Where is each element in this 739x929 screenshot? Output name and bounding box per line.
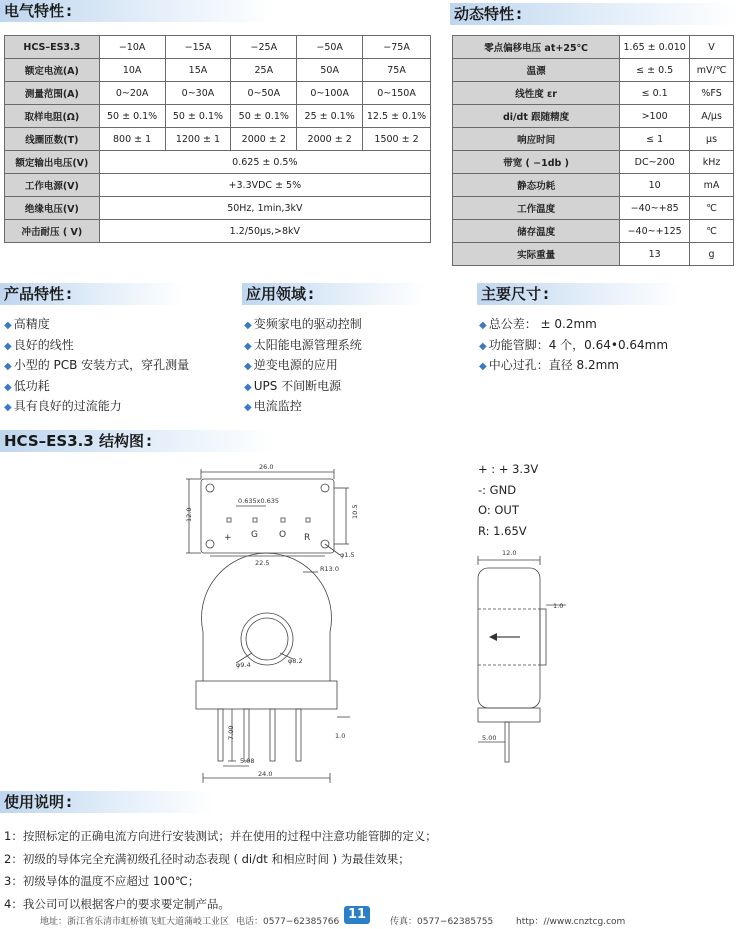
row-label: 绝缘电压(V): [5, 197, 100, 220]
list-item: 3：初级导体的温度不应超过 100℃；: [4, 874, 200, 888]
dim-base-w: 24.0: [258, 770, 273, 778]
table-cell: ≤ ± 0.5: [620, 59, 690, 82]
unit-cell: kHz: [690, 151, 734, 174]
table-row: [5, 105, 431, 128]
pin-label-g: G: [251, 530, 258, 540]
table-cell: 800 ± 1: [99, 128, 165, 151]
list-item: ◆ UPS 不间断电源: [244, 378, 342, 393]
diamond-bullet-icon: ◆: [4, 340, 12, 352]
table-row: [5, 59, 431, 82]
mount-hole: [321, 484, 329, 492]
table-cell: 10A: [99, 59, 165, 82]
diamond-bullet-icon: ◆: [244, 340, 252, 352]
list-item: ◆ 小型的 PCB 安装方式，穿孔测量: [4, 358, 190, 372]
table-cell: 0~50A: [231, 82, 297, 105]
page-number: 11: [344, 906, 370, 924]
mount-hole: [206, 540, 214, 548]
pin: [270, 709, 275, 761]
pin: [218, 709, 223, 761]
table-cell: 1.65 ± 0.010: [620, 36, 690, 59]
model-cell: −50A: [297, 36, 363, 59]
pin-legend: + : + 3.3V: [478, 462, 539, 476]
list-item: ◆ 功能管脚：4 个，0.64•0.64mm: [479, 337, 669, 352]
center-hole-outer: [241, 613, 293, 665]
table-row: [453, 36, 734, 59]
unit-cell: g: [690, 243, 734, 266]
table-row: [453, 105, 734, 128]
side-view-tab: [540, 609, 546, 665]
pad-square: [281, 518, 285, 522]
usage-notes: [4, 825, 437, 915]
diamond-bullet-icon: ◆: [479, 340, 487, 352]
model-cell: −10A: [99, 36, 165, 59]
pin: [244, 709, 249, 761]
table-row: [453, 243, 734, 266]
dim-side-t: 1.0: [553, 602, 564, 610]
section-dynamic: 动态特性 :: [450, 3, 739, 25]
diamond-bullet-icon: ◆: [244, 320, 252, 331]
dim-pin-sp: 5.08: [240, 757, 255, 765]
model-cell: −25A: [231, 36, 297, 59]
row-label: 零点偏移电压 at+25℃: [453, 36, 620, 59]
product-feature-list: [4, 315, 189, 418]
table-row: [5, 36, 431, 59]
table-cell: 0~100A: [297, 82, 363, 105]
unit-cell: V: [690, 36, 734, 59]
table-row: [5, 128, 431, 151]
list-item: ◆ 变频家电的驱动控制: [244, 317, 362, 331]
list-item: ◆ 低功耗: [4, 378, 50, 393]
diamond-bullet-icon: ◆: [479, 320, 487, 331]
section-structure: HCS–ES3.3 结构图 :: [0, 430, 274, 452]
diamond-bullet-icon: ◆: [244, 381, 252, 393]
footer-web: http：//www.cnztcg.com: [516, 917, 626, 927]
pin-legend: R: 1.65V: [478, 524, 527, 538]
dim-side-pin: 5.00: [482, 734, 497, 742]
dim-phi-small: φ9.4: [236, 661, 251, 669]
dim-phi-inner: φ8.2: [288, 657, 303, 665]
table-cell: 0~150A: [363, 82, 431, 105]
row-label: 工作电源(V): [5, 174, 100, 197]
row-label: 带宽 ( −1db ): [453, 151, 620, 174]
table-cell: 0.625 ± 0.5%: [99, 151, 430, 174]
table-cell: 0~20A: [99, 82, 165, 105]
side-base: [478, 708, 540, 722]
table-row: [5, 220, 431, 243]
unit-cell: mV/℃: [690, 59, 734, 82]
table-cell: 1500 ± 2: [363, 128, 431, 151]
mount-hole: [206, 484, 214, 492]
list-item: ◆ 总公差： ± 0.2mm: [479, 317, 597, 331]
dynamic-table: [452, 35, 734, 266]
table-cell: DC~200: [620, 151, 690, 174]
list-item: ◆ 太阳能电源管理系统: [244, 337, 362, 352]
section-application: 应用领域 :: [242, 283, 426, 305]
table-cell: 15A: [165, 59, 231, 82]
row-label: 线性度 εr: [453, 82, 620, 105]
diamond-bullet-icon: ◆: [244, 402, 252, 413]
table-cell: 25A: [231, 59, 297, 82]
pin-label-o: O: [279, 530, 287, 540]
row-label: 储存温度: [453, 220, 620, 243]
dimension-list: [479, 315, 668, 377]
diamond-bullet-icon: ◆: [244, 361, 252, 372]
diamond-bullet-icon: ◆: [4, 402, 12, 413]
table-cell: −40~+125: [620, 220, 690, 243]
table-cell: >100: [620, 105, 690, 128]
table-cell: 50Hz, 1min,3kV: [99, 197, 430, 220]
pin-label-r: R: [304, 533, 311, 543]
dim-radius: R13.0: [320, 565, 339, 573]
list-item: ◆ 具有良好的过流能力: [4, 399, 122, 413]
table-cell: 50 ± 0.1%: [165, 105, 231, 128]
table-cell: 2000 ± 2: [297, 128, 363, 151]
table-cell: ≤ 0.1: [620, 82, 690, 105]
table-cell: 25 ± 0.1%: [297, 105, 363, 128]
side-pin: [505, 722, 509, 762]
row-label: 额定电流(A): [5, 59, 100, 82]
top-view-body: [201, 479, 334, 553]
table-cell: +3.3VDC ± 5%: [99, 174, 430, 197]
list-item: ◆ 电流监控: [244, 399, 302, 413]
diamond-bullet-icon: ◆: [4, 381, 12, 393]
table-cell: 50A: [297, 59, 363, 82]
row-label: 测量范围(A): [5, 82, 100, 105]
unit-cell: A/μs: [690, 105, 734, 128]
pin-label-plus: +: [224, 533, 232, 543]
table-cell: 1.2/50μs,>8kV: [99, 220, 430, 243]
electrical-table: [4, 35, 431, 243]
dim-right-t: 1.0: [335, 732, 346, 740]
footer-address: 地址：浙江省乐清市虹桥镇飞虹大道蒲岐工业区: [40, 917, 230, 927]
list-item: ◆ 中心过孔：直径 8.2mm: [479, 358, 619, 372]
row-label: 实际重量: [453, 243, 620, 266]
section-usage: 使用说明 :: [0, 791, 214, 813]
table-row: [453, 59, 734, 82]
dim-pad: 0.635x0.635: [238, 497, 280, 505]
pad-square: [227, 518, 231, 522]
row-label: 静态功耗: [453, 174, 620, 197]
model-header: HCS–ES3.3: [5, 36, 100, 59]
table-row: [453, 128, 734, 151]
diamond-bullet-icon: ◆: [4, 320, 12, 331]
structure-drawing: [0, 455, 739, 815]
list-item: ◆ 良好的线性: [4, 337, 74, 352]
section-product: 产品特性 :: [0, 283, 184, 305]
row-label: 额定输出电压(V): [5, 151, 100, 174]
table-row: [453, 174, 734, 197]
dim-pin-pitch: 22.5: [255, 559, 270, 567]
dim-hole-dia: φ1.5: [340, 551, 355, 559]
table-cell: −40~+85: [620, 197, 690, 220]
table-cell: 50 ± 0.1%: [231, 105, 297, 128]
list-item: ◆ 高精度: [4, 317, 50, 331]
base-plate: [196, 681, 337, 709]
diamond-bullet-icon: ◆: [4, 361, 12, 372]
pin-legend: O: OUT: [478, 503, 519, 517]
section-electrical: 电气特性 :: [0, 0, 274, 22]
table-cell: 1200 ± 1: [165, 128, 231, 151]
table-row: [5, 82, 431, 105]
table-cell: 13: [620, 243, 690, 266]
table-row: [453, 151, 734, 174]
table-cell: 2000 ± 2: [231, 128, 297, 151]
model-cell: −75A: [363, 36, 431, 59]
table-cell: 0~30A: [165, 82, 231, 105]
table-row: [5, 151, 431, 174]
current-direction-arrow-icon: [489, 633, 497, 641]
footer-phone: 电话：0577−62385766: [236, 917, 340, 927]
unit-cell: ℃: [690, 220, 734, 243]
dim-height: 12.0: [185, 507, 193, 522]
table-cell: 50 ± 0.1%: [99, 105, 165, 128]
row-label: 线圈匝数(T): [5, 128, 100, 151]
section-dimensions: 主要尺寸 :: [477, 283, 681, 305]
unit-cell: ℃: [690, 197, 734, 220]
table-row: [453, 220, 734, 243]
list-item: 1：按照标定的正确电流方向进行安装测试；并在使用的过程中注意功能管脚的定义；: [4, 829, 437, 843]
row-label: 取样电阻(Ω): [5, 105, 100, 128]
row-label: 响应时间: [453, 128, 620, 151]
pin-legend: -: GND: [478, 483, 517, 497]
row-label: 温漂: [453, 59, 620, 82]
table-cell: 75A: [363, 59, 431, 82]
list-item: 4：我公司可以根据客户的要求要定制产品。: [4, 896, 230, 911]
footer-fax: 传真：0577−62385755: [390, 917, 494, 927]
row-label: di/dt 跟随精度: [453, 105, 620, 128]
table-row: [453, 197, 734, 220]
table-row: [453, 82, 734, 105]
table-cell: ≤ 1: [620, 128, 690, 151]
unit-cell: %FS: [690, 82, 734, 105]
pad-square: [253, 518, 257, 522]
unit-cell: mA: [690, 174, 734, 197]
table-cell: 10: [620, 174, 690, 197]
application-list: [244, 315, 362, 418]
dim-top-width: 26.0: [259, 463, 274, 471]
row-label: 工作温度: [453, 197, 620, 220]
diamond-bullet-icon: ◆: [479, 361, 487, 372]
list-item: ◆ 逆变电源的应用: [244, 358, 338, 372]
dim-side-w: 12.0: [502, 549, 517, 557]
dim-pin-len: 7.00: [227, 725, 235, 740]
unit-cell: μs: [690, 128, 734, 151]
table-row: [5, 197, 431, 220]
dim-inner-h: 10.5: [351, 504, 359, 519]
pin: [296, 709, 301, 761]
pad-square: [306, 518, 310, 522]
model-cell: −15A: [165, 36, 231, 59]
table-cell: 12.5 ± 0.1%: [363, 105, 431, 128]
list-item: 2：初级的导体完全充满初级孔径时动态表现 ( di/dt 和相应时间 ) 为最佳效果；: [4, 851, 410, 866]
side-view-body: [478, 568, 540, 708]
table-row: [5, 174, 431, 197]
row-label: 冲击耐压 ( V): [5, 220, 100, 243]
